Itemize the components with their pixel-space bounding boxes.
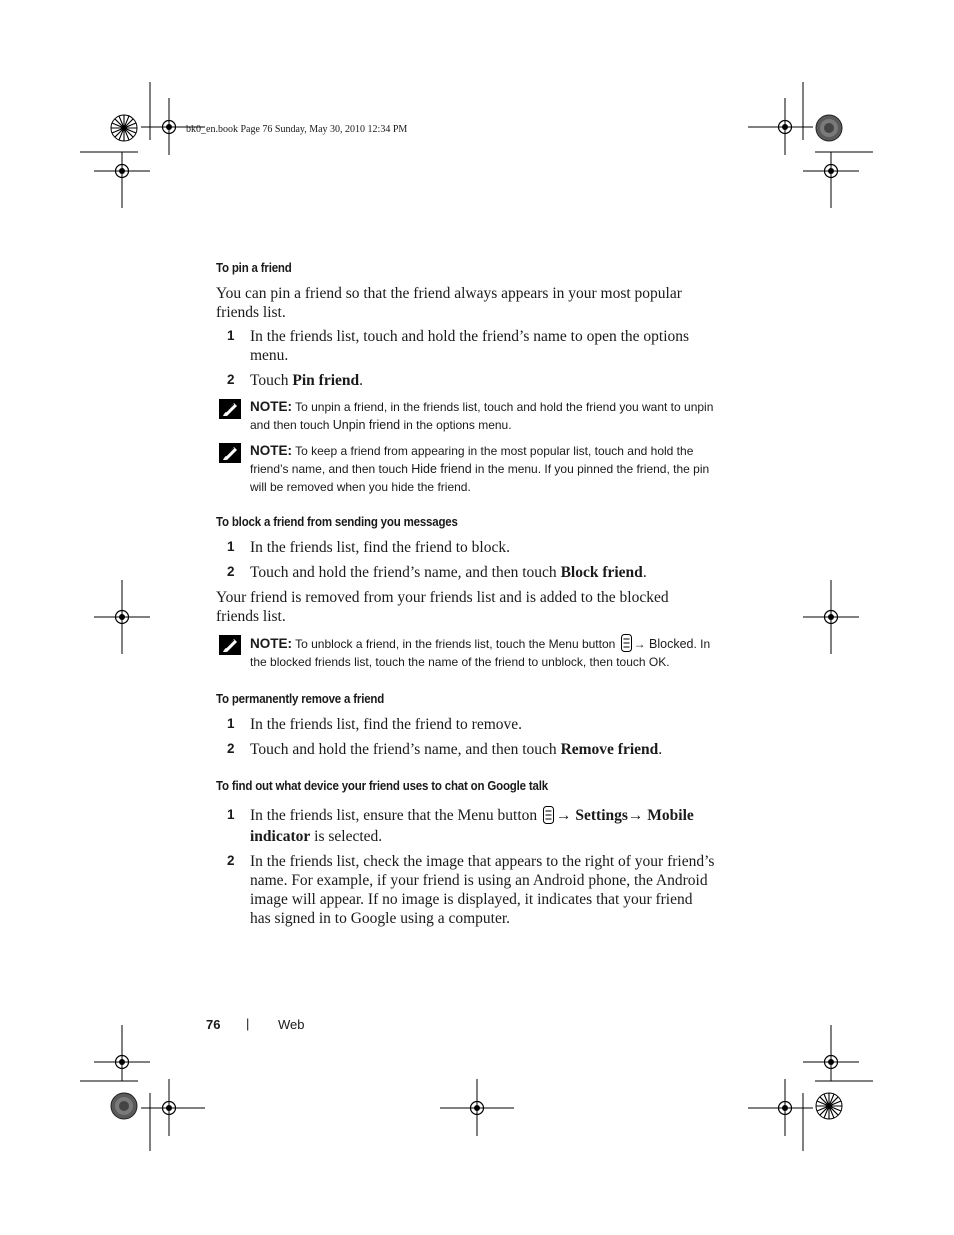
step-number: 1 xyxy=(227,539,235,554)
ui-term-unpin-friend: Unpin friend xyxy=(332,418,401,432)
footer-section-title: Web xyxy=(278,1017,305,1032)
note-unpin: NOTE: To unpin a friend, in the friends list, touch and hold the friend you want to unpin and then touch Unpin friend in the options menu. xyxy=(250,399,714,432)
section-heading-remove: To permanently remove a friend xyxy=(216,692,385,706)
ui-term-hide-friend: Hide friend xyxy=(411,462,472,476)
ui-term-mobile-indicator: Mobile indicator xyxy=(250,807,694,845)
note-label: NOTE: xyxy=(250,443,292,458)
note-pencil-icon xyxy=(219,443,241,463)
step-number: 2 xyxy=(227,564,235,579)
ui-term-remove-friend: Remove friend xyxy=(560,741,659,758)
step-number: 2 xyxy=(227,853,235,868)
pin-step-2: Touch Pin friend. xyxy=(250,372,364,389)
step-number: 1 xyxy=(227,807,235,822)
pin-intro: You can pin a friend so that the friend always appears in your most popular friends list. xyxy=(216,285,682,321)
block-result: Your friend is removed from your friends list and is added to the blocked friends list. xyxy=(216,589,669,625)
note-unblock: NOTE: To unblock a friend, in the friends list, touch the Menu button → Blocked. In the blocked friends list, touch the name of the friend to unblock, then touch OK. xyxy=(250,636,711,669)
ui-term-pin-friend: Pin friend xyxy=(292,372,360,389)
menu-button-icon xyxy=(621,634,632,652)
pin-step-1: In the friends list, touch and hold the friend’s name to open the options menu. xyxy=(250,328,690,364)
ui-term-settings: Settings xyxy=(575,807,628,824)
remove-step-1: In the friends list, find the friend to remove. xyxy=(250,716,523,733)
section-heading-block: To block a friend from sending you messages xyxy=(216,515,458,529)
block-step-1: In the friends list, find the friend to block. xyxy=(250,539,510,556)
page-number: 76 xyxy=(206,1017,221,1032)
step-number: 1 xyxy=(227,328,235,343)
block-step-2: Touch and hold the friend’s name, and then touch Block friend. xyxy=(250,564,647,581)
device-step-2: In the friends list, check the image that appears to the right of your friend’s name. For example, if your friend is using an Android phone, the Android image will appear. If no image is displayed, it indicates that your friend has signed in to Google using a computer. xyxy=(250,853,715,927)
menu-button-icon xyxy=(543,806,554,824)
ui-term-block-friend: Block friend xyxy=(560,564,643,581)
step-number: 1 xyxy=(227,716,235,731)
note-pencil-icon xyxy=(219,635,241,655)
remove-step-2: Touch and hold the friend’s name, and then touch Remove friend. xyxy=(250,741,663,758)
device-step-1: In the friends list, ensure that the Menu button → Settings→ Mobile indicator is selected. xyxy=(250,807,694,845)
note-pencil-icon xyxy=(219,399,241,419)
section-heading-pin: To pin a friend xyxy=(216,261,292,275)
note-label: NOTE: xyxy=(250,399,292,414)
step-number: 2 xyxy=(227,372,235,387)
footer-separator: | xyxy=(246,1016,250,1031)
section-heading-device: To find out what device your friend uses to chat on Google talk xyxy=(216,779,548,793)
ui-term-blocked: Blocked xyxy=(649,637,694,651)
note-label: NOTE: xyxy=(250,636,292,651)
print-header: bk0_en.book Page 76 Sunday, May 30, 2010 12:34 PM xyxy=(186,124,408,135)
note-hide-friend: NOTE: To keep a friend from appearing in the most popular list, touch and hold the friend’s name, and then touch Hide friend in the menu. If you pinned the friend, the pin will be removed when you hide the friend. xyxy=(250,443,710,494)
step-number: 2 xyxy=(227,741,235,756)
